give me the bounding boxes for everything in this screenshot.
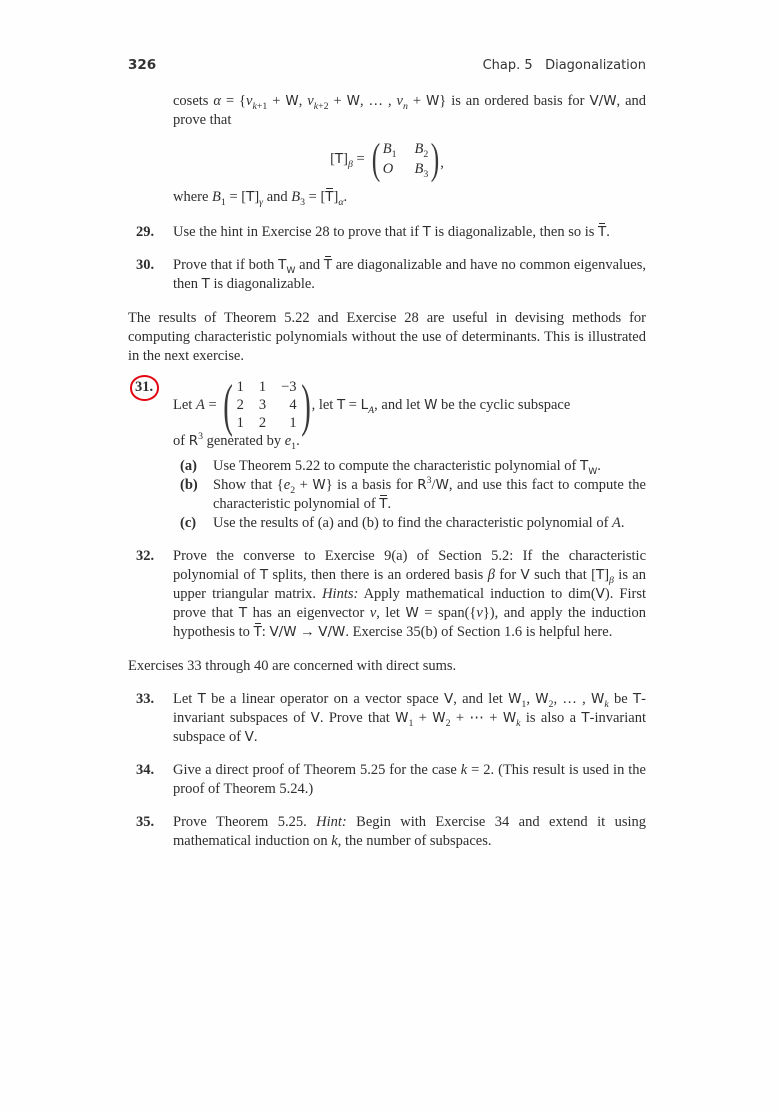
matrix-cell: O xyxy=(382,161,394,177)
exercise-31-post: , let $T = L_A$, and let W be the cyclic subspace xyxy=(311,396,571,416)
page-header xyxy=(128,56,646,75)
part-b-label: (b) xyxy=(180,477,198,493)
exercise-31-pre: Let A = xyxy=(173,396,217,413)
matrix-cell: $B_2$ xyxy=(414,141,429,160)
page-number: 326 xyxy=(128,57,157,73)
matrix-cell: $B_1$ xyxy=(382,141,397,160)
matrix-cell: 1 xyxy=(289,415,297,431)
exercise-30-body: Prove that if both $T_W$ and T are diagonalizable and have no common eigenvalues, then T is diagonalizable. xyxy=(173,257,646,292)
part-a-body: Use Theorem 5.22 to compute the characteristic polynomial of $T_W$. xyxy=(213,458,601,477)
exercise-32 xyxy=(128,547,646,642)
exercise-32-body: Prove the converse to Exercise 9(a) of Section 5.2: If the characteristic polynomial of T splits, then there is an ordered basis β for V such that $[T]_\beta$ is an upper triangular matrix. Hints: Apply mathematical induction to dim(V). First prove that T has an eigenvector v, let W = span({v}), and apply the induction hypothesis to T: V/W → V/W. Exercise 35(b) of Section 1.6 is helpful here. xyxy=(173,548,646,640)
matrix-cell: 2 xyxy=(258,415,267,431)
left-paren: ( xyxy=(371,134,380,183)
equation-lhs: $[T]_\beta$ = xyxy=(330,151,365,170)
running-head: Chap. 5 Diagonalization xyxy=(482,58,646,73)
exercise-33-number: 33. xyxy=(136,691,155,707)
matrix-A-3x3 xyxy=(237,378,297,432)
where-clause: where $B_1 = [T]_\gamma$ and $B_3 = [T]_\alpha$. xyxy=(173,189,348,208)
display-equation xyxy=(128,134,646,183)
exercise-30 xyxy=(128,256,646,294)
left-paren: ( xyxy=(222,372,233,438)
equation-comma: , xyxy=(440,155,444,171)
exercise-35 xyxy=(128,813,646,851)
matrix-cell: 1 xyxy=(258,379,267,395)
exercise-35-body: Prove Theorem 5.25. Hint: Begin with Exercise 34 and extend it using mathematical induction on k, the number of subspaces. xyxy=(173,814,646,849)
exercise-35-number: 35. xyxy=(136,814,155,830)
exercise-29-body: Use the hint in Exercise 28 to prove that if T is diagonalizable, then so is T. xyxy=(173,224,610,240)
matrix-cell: 1 xyxy=(236,415,244,431)
exercise-34 xyxy=(128,761,646,799)
exercise-34-body: Give a direct proof of Theorem 5.25 for the case k = 2. (This result is used in the proof of Theorem 5.24.) xyxy=(173,762,646,797)
matrix-cell: 3 xyxy=(258,397,267,413)
part-b-body: Show that $\{e_2 + W\}$ is a basis for $R^3/W$, and use this fact to compute the characteristic polynomial of T. xyxy=(213,475,646,512)
exercise-31-line2: of $R^3$ generated by $e_1$. xyxy=(173,431,300,452)
block-matrix-2x2 xyxy=(383,140,429,179)
right-paren: ) xyxy=(300,372,311,438)
exercise-34-number: 34. xyxy=(136,762,155,778)
exercise-32-number: 32. xyxy=(136,548,155,564)
exercise-33-body: Let T be a linear operator on a vector space V, and let $W_1$, $W_2$, … , $W_k$ be T-invariant subspaces of V. Prove that $W_1 + W_2$ + ⋯ + $W_k$ is also a T-invariant subspace of V. xyxy=(173,691,646,745)
exercise-31-number xyxy=(136,378,173,533)
exercise-31 xyxy=(128,372,646,533)
exercise-33 xyxy=(128,690,646,747)
matrix-cell: −3 xyxy=(281,379,297,395)
part-b xyxy=(173,476,646,514)
exercise-28-continuation: cosets $\alpha = \{v_{k+1} + W$, $v_{k+2} + W$, … , $v_n + W$} is an ordered basis for V/W, and prove that xyxy=(173,93,647,128)
exercise-31-body xyxy=(173,372,646,533)
part-c xyxy=(173,514,646,533)
matrix-cell: 1 xyxy=(236,379,244,395)
matrix-cell: 2 xyxy=(236,397,244,413)
part-a-label: (a) xyxy=(180,458,197,474)
exercise-31-parts xyxy=(173,457,646,533)
part-c-label: (c) xyxy=(180,515,197,531)
part-a xyxy=(173,457,646,476)
part-c-body: Use the results of (a) and (b) to find the characteristic polynomial of A. xyxy=(213,515,625,531)
interlude-paragraph: The results of Theorem 5.22 and Exercise 28 are useful in devising methods for computing characteristic polynomials without the use of determinants. This is illustrated in the next exercise. xyxy=(128,310,646,364)
exercise-30-number: 30. xyxy=(136,257,155,273)
matrix-cell: $B_3$ xyxy=(414,161,429,180)
exercise-29 xyxy=(128,223,646,242)
red-ellipse-annotation: 31. xyxy=(130,375,159,401)
exercise-31-line1 xyxy=(173,372,646,438)
direct-sums-paragraph: Exercises 33 through 40 are concerned with direct sums. xyxy=(128,658,457,674)
right-paren: ) xyxy=(431,134,440,183)
matrix-cell: 4 xyxy=(289,397,297,413)
exercise-29-number: 29. xyxy=(136,224,155,240)
